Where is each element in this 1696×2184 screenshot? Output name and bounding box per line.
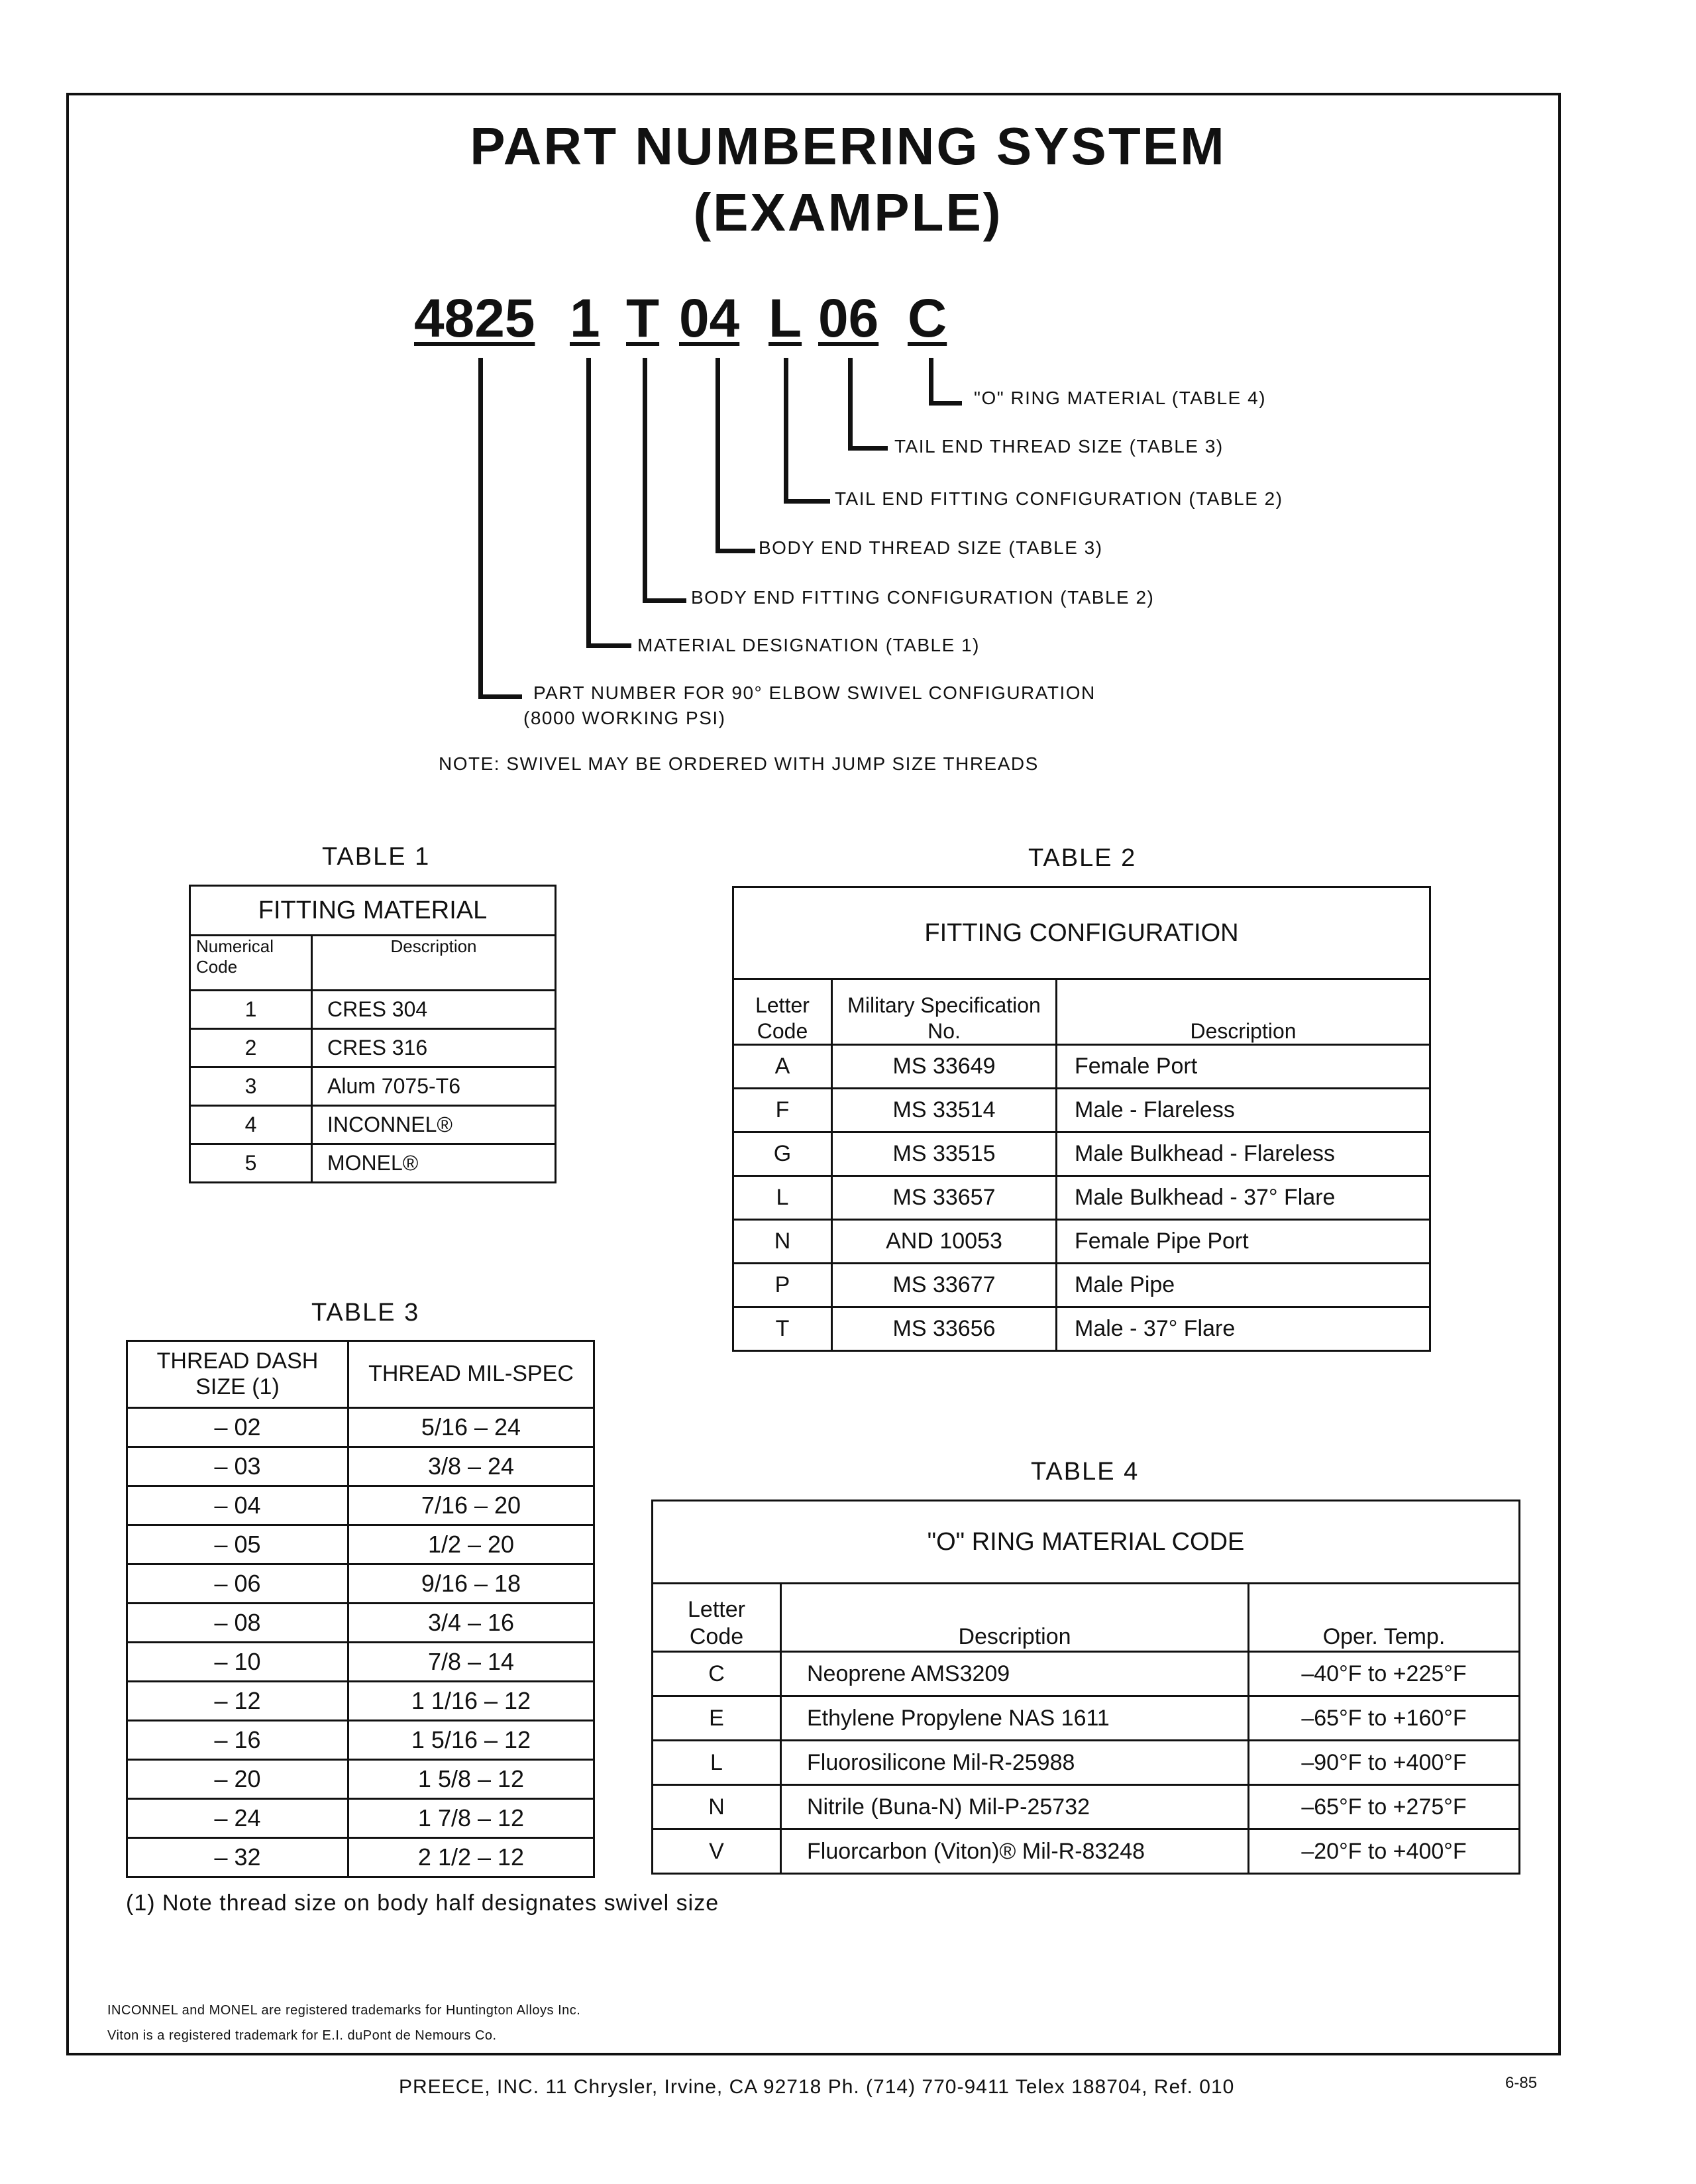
table4-cell: V	[653, 1829, 781, 1874]
table3-cell: – 02	[127, 1408, 348, 1447]
trademark-note: INCONNEL and MONEL are registered trademarks for Huntington Alloys Inc.	[107, 2003, 581, 2018]
table1-cell: Alum 7075-T6	[312, 1067, 556, 1106]
table1-cell: 3	[190, 1067, 312, 1106]
leader-vertical	[716, 358, 720, 553]
table2-cell: N	[733, 1220, 832, 1264]
table1-col-description: Description	[312, 936, 556, 991]
table2-cell: L	[733, 1176, 832, 1220]
table1-heading: FITTING MATERIAL	[190, 886, 556, 936]
code-segment-body-config: T	[626, 288, 660, 349]
table3-cell: 7/16 – 20	[348, 1486, 594, 1525]
table2-cell: Male Bulkhead - Flareless	[1057, 1132, 1430, 1176]
leader-vertical	[848, 358, 853, 451]
table3-cell: – 05	[127, 1525, 348, 1564]
page-subtitle: (EXAMPLE)	[693, 183, 1003, 242]
code-segment-tail-config: L	[768, 288, 802, 349]
callout-oring: "O" RING MATERIAL (TABLE 4)	[974, 388, 1267, 408]
callout-part-number: PART NUMBER FOR 90° ELBOW SWIVEL CONFIGURATION	[533, 682, 1096, 703]
table4-cell: Ethylene Propylene NAS 1611	[781, 1696, 1249, 1741]
table4-heading: "O" RING MATERIAL CODE	[653, 1501, 1520, 1584]
table2-cell: MS 33515	[832, 1132, 1057, 1176]
table-row	[127, 1408, 594, 1447]
table4-cell: Fluorosilicone Mil-R-25988	[781, 1741, 1249, 1785]
code-segment-material: 1	[570, 288, 600, 349]
table3-cell: 1/2 – 20	[348, 1525, 594, 1564]
table-row	[653, 1741, 1520, 1785]
code-segment-tail-thread: 06	[818, 288, 879, 349]
trademark-note: Viton is a registered trademark for E.I. duPont de Nemours Co.	[107, 2028, 497, 2043]
table2-cell: MS 33514	[832, 1089, 1057, 1132]
table-row	[127, 1525, 594, 1564]
leader-vertical	[929, 358, 933, 406]
page-title: PART NUMBERING SYSTEM	[470, 117, 1226, 176]
table3-cell: – 03	[127, 1447, 348, 1486]
table-row	[190, 1106, 556, 1144]
table-row	[190, 991, 556, 1029]
table2-cell: A	[733, 1045, 832, 1089]
table3-cell: – 12	[127, 1682, 348, 1721]
table2-cell: AND 10053	[832, 1220, 1057, 1264]
table3-cell: 5/16 – 24	[348, 1408, 594, 1447]
leader-horizontal	[478, 694, 522, 699]
leader-horizontal	[643, 598, 686, 603]
table-row	[653, 1785, 1520, 1829]
callout-tail-thread: TAIL END THREAD SIZE (TABLE 3)	[894, 436, 1224, 457]
table3-cell: – 32	[127, 1838, 348, 1877]
table3-cell: – 20	[127, 1760, 348, 1799]
table3-cell: – 24	[127, 1799, 348, 1838]
table-row	[733, 1045, 1430, 1089]
leader-vertical	[784, 358, 788, 504]
callout-working-psi: (8000 WORKING PSI)	[523, 708, 726, 728]
table2-cell: Female Port	[1057, 1045, 1430, 1089]
table1-cell: 5	[190, 1144, 312, 1183]
table1-cell: INCONNEL®	[312, 1106, 556, 1144]
callout-body-thread: BODY END THREAD SIZE (TABLE 3)	[759, 537, 1103, 558]
footer-date: 6-85	[1505, 2074, 1538, 2092]
table-row	[653, 1652, 1520, 1696]
table-row	[127, 1721, 594, 1760]
table-row	[733, 1132, 1430, 1176]
table3-label: TABLE 3	[311, 1299, 420, 1327]
table4-cell: L	[653, 1741, 781, 1785]
table2-label: TABLE 2	[1028, 844, 1137, 872]
table3-cell: 1 5/8 – 12	[348, 1760, 594, 1799]
table4-cell: Fluorcarbon (Viton)® Mil-R-83248	[781, 1829, 1249, 1874]
table2-heading: FITTING CONFIGURATION	[733, 887, 1430, 979]
table2-cell: Male - 37° Flare	[1057, 1307, 1430, 1351]
table2-cell: MS 33656	[832, 1307, 1057, 1351]
table4-cell: Neoprene AMS3209	[781, 1652, 1249, 1696]
table-row	[127, 1564, 594, 1604]
table-row	[653, 1696, 1520, 1741]
table-row	[127, 1643, 594, 1682]
table-row	[733, 1089, 1430, 1132]
table-row	[190, 1144, 556, 1183]
table3-cell: 2 1/2 – 12	[348, 1838, 594, 1877]
table2-cell: G	[733, 1132, 832, 1176]
table3-col-dash: THREAD DASH SIZE (1)	[127, 1341, 348, 1408]
table4	[651, 1500, 1520, 1875]
table3-cell: 7/8 – 14	[348, 1643, 594, 1682]
table3-cell: 1 7/8 – 12	[348, 1799, 594, 1838]
leader-horizontal	[848, 446, 888, 451]
table-row	[127, 1760, 594, 1799]
table3-cell: 3/4 – 16	[348, 1604, 594, 1643]
table4-cell: E	[653, 1696, 781, 1741]
table1-label: TABLE 1	[322, 843, 431, 871]
leader-horizontal	[929, 401, 962, 406]
table-row	[733, 1176, 1430, 1220]
table-row	[127, 1682, 594, 1721]
table1-cell: 4	[190, 1106, 312, 1144]
table4-col-temp: Oper. Temp.	[1249, 1584, 1520, 1652]
table2-cell: MS 33677	[832, 1264, 1057, 1307]
table2-cell: T	[733, 1307, 832, 1351]
code-segment-part: 4825	[414, 288, 535, 349]
table2-cell: Male Bulkhead - 37° Flare	[1057, 1176, 1430, 1220]
table-row	[127, 1486, 594, 1525]
table2-col-description: Description	[1057, 979, 1430, 1045]
code-segment-body-thread: 04	[679, 288, 740, 349]
table4-col-code: Letter Code	[653, 1584, 781, 1652]
code-segment-oring: C	[908, 288, 947, 349]
table3-cell: – 04	[127, 1486, 348, 1525]
table4-cell: –65°F to +275°F	[1249, 1785, 1520, 1829]
swivel-note: NOTE: SWIVEL MAY BE ORDERED WITH JUMP SIZE THREADS	[439, 753, 1039, 774]
table2-cell: F	[733, 1089, 832, 1132]
table1-cell: 2	[190, 1029, 312, 1067]
table2-cell: MS 33657	[832, 1176, 1057, 1220]
table2-col-code: Letter Code	[733, 979, 832, 1045]
leader-horizontal	[716, 549, 755, 553]
leader-vertical	[586, 358, 591, 648]
table2-cell: Female Pipe Port	[1057, 1220, 1430, 1264]
table2-cell: P	[733, 1264, 832, 1307]
table4-label: TABLE 4	[1031, 1458, 1140, 1486]
table1-cell: CRES 304	[312, 991, 556, 1029]
table-row	[190, 1067, 556, 1106]
leader-vertical	[643, 358, 647, 603]
leader-horizontal	[784, 499, 830, 504]
table-row	[127, 1447, 594, 1486]
leader-vertical	[478, 358, 483, 699]
leader-horizontal	[586, 643, 631, 648]
table3-cell: 1 1/16 – 12	[348, 1682, 594, 1721]
table1-cell: CRES 316	[312, 1029, 556, 1067]
table-row	[733, 1307, 1430, 1351]
table2-cell: Male Pipe	[1057, 1264, 1430, 1307]
table1	[189, 885, 556, 1183]
table-row	[127, 1838, 594, 1877]
table2-cell: MS 33649	[832, 1045, 1057, 1089]
table4-cell: –40°F to +225°F	[1249, 1652, 1520, 1696]
table4-cell: C	[653, 1652, 781, 1696]
table3-cell: – 06	[127, 1564, 348, 1604]
table-row	[653, 1829, 1520, 1874]
table1-cell: 1	[190, 991, 312, 1029]
table3-cell: – 16	[127, 1721, 348, 1760]
table4-col-description: Description	[781, 1584, 1249, 1652]
table-row	[190, 1029, 556, 1067]
table3-col-milspec: THREAD MIL-SPEC	[348, 1341, 594, 1408]
callout-body-config: BODY END FITTING CONFIGURATION (TABLE 2)	[691, 587, 1155, 608]
table4-cell: –90°F to +400°F	[1249, 1741, 1520, 1785]
table3	[126, 1340, 595, 1878]
callout-tail-config: TAIL END FITTING CONFIGURATION (TABLE 2)	[835, 488, 1283, 509]
table4-cell: –20°F to +400°F	[1249, 1829, 1520, 1874]
table3-cell: 3/8 – 24	[348, 1447, 594, 1486]
table3-cell: – 10	[127, 1643, 348, 1682]
table2-cell: Male - Flareless	[1057, 1089, 1430, 1132]
table3-cell: 1 5/16 – 12	[348, 1721, 594, 1760]
table2	[732, 886, 1431, 1352]
table1-col-code: Numerical Code	[190, 936, 312, 991]
table4-cell: Nitrile (Buna-N) Mil-P-25732	[781, 1785, 1249, 1829]
table-row	[733, 1220, 1430, 1264]
table-row	[127, 1604, 594, 1643]
table3-cell: – 08	[127, 1604, 348, 1643]
table2-col-spec: Military Specification No.	[832, 979, 1057, 1045]
table3-footnote: (1) Note thread size on body half designates swivel size	[126, 1890, 719, 1916]
table-row	[733, 1264, 1430, 1307]
footer-company: PREECE, INC. 11 Chrysler, Irvine, CA 92718 Ph. (714) 770-9411 Telex 188704, Ref. 010	[399, 2076, 1235, 2098]
table4-cell: N	[653, 1785, 781, 1829]
table1-cell: MONEL®	[312, 1144, 556, 1183]
table4-cell: –65°F to +160°F	[1249, 1696, 1520, 1741]
table-row	[127, 1799, 594, 1838]
table3-cell: 9/16 – 18	[348, 1564, 594, 1604]
callout-material: MATERIAL DESIGNATION (TABLE 1)	[637, 635, 980, 655]
